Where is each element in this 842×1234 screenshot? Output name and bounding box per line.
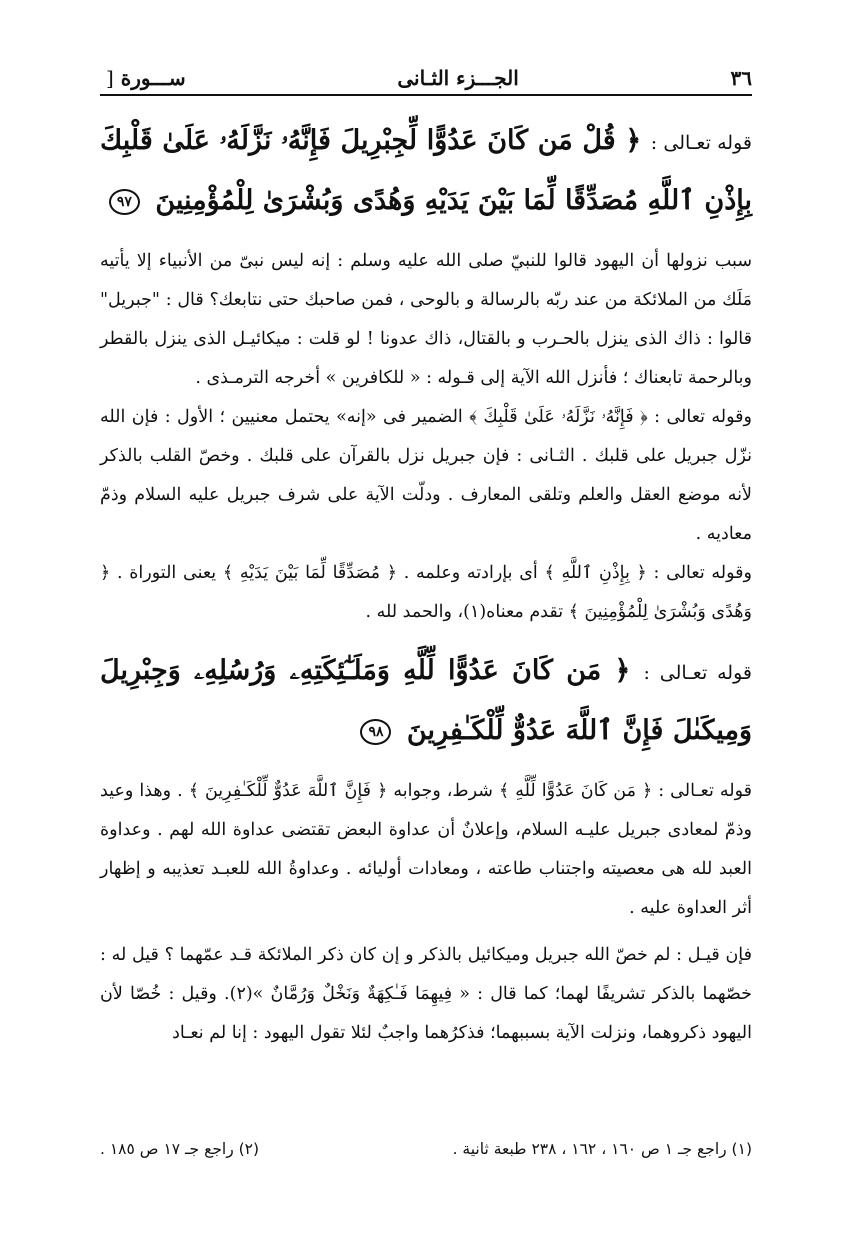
- page-body: [100, 112, 752, 1164]
- page-number: ٣٦: [730, 66, 752, 90]
- footnotes: [100, 1140, 752, 1158]
- quran-verse-97: [100, 112, 752, 230]
- commentary-paragraph: سبب نزولها أن اليهود قالوا للنبيّ صلى الله عليه وسلم : إنه ليس نبىّ من الأنبياء إلا يأتيه مَلَك من الملائكة من عند ربّه بالرسالة و بالوحى ، فمن صاحبك حتى نتابعك؟ قال : "جبريل" قالوا : ذاك الذى ينزل بالحـرب و بالقتال، ذاك عدونا ! لو قلت : ميكائيـل الذى ينزل بالقطر وبالرحمة تابعناك ؛ فأنزل الله الآية إلى قـوله : « للكافرين » أخرجه الترمـذى .: [100, 251, 752, 388]
- surah-label-text: ســـورة: [120, 66, 186, 90]
- verse-number-marker: ٩٨: [360, 719, 391, 745]
- header-divider: [100, 94, 752, 96]
- footnote-1: (١) راجع جـ ١ ص ١٦٠ ، ١٦٢ ، ٢٣٨ طبعة ثانية .: [452, 1140, 752, 1158]
- verse-number-marker: ٩٧: [109, 189, 140, 215]
- commentary-paragraph: وقوله تعالى : ﴿ بِإِذْنِ ٱللَّهِ ﴾ أى بإرادته وعلمه . ﴿ مُصَدِّقًا لِّمَا بَيْنَ يَدَيْهِ ﴾ يعنى التوراة . ﴿ وَهُدًى وَبُشْرَىٰ لِلْمُؤْمِنِينَ ﴾ تقدم معناه(١)، والحمد لله .: [100, 563, 752, 622]
- part-title: الجـــزء الثـانى: [397, 66, 519, 90]
- verse-intro: قوله تعـالى :: [643, 662, 752, 684]
- commentary-paragraph: فإن قيـل : لم خصّ الله جبريل وميكائيل بالذكر و إن كان ذكر الملائكة قـد عمّهما ؟ قيل له : خصّهما بالذكر تشريفًا لهما؛ كما قال : « فِيهِمَا فَـٰكِهَةٌ وَنَخْلٌ وَرُمَّانٌ »(٢). وقيل : خُصّا لأن اليهود ذكروهما، ونزلت الآية بسببهما؛ فذكرُهما واجبٌ لئلا تقول اليهود : إنا لم نعـاد: [100, 945, 752, 1043]
- verse-text: ﴿ قُلْ مَن كَانَ عَدُوًّا لِّجِبْرِيلَ فَإِنَّهُۥ نَزَّلَهُۥ عَلَىٰ قَلْبِكَ بِإِذْنِ ٱللَّهِ مُصَدِّقًا لِّمَا بَيْنَ يَدَيْهِ وَهُدًى وَبُشْرَىٰ لِلْمُؤْمِنِينَ: [100, 125, 752, 216]
- verse-intro: قوله تعـالى :: [650, 132, 752, 154]
- surah-label: [100, 66, 186, 90]
- page-header: [100, 42, 752, 90]
- header-bracket: [: [106, 66, 114, 90]
- commentary-paragraph: قوله تعـالى : ﴿ مَن كَانَ عَدُوًّا لِّلَّهِ ﴾ شرط، وجوابه ﴿ فَإِنَّ ٱللَّهَ عَدُوٌّ لِّلْكَـٰفِرِينَ ﴾ . وهذا وعيد وذمّ لمعادى جبريل عليـه السلام، وإعلانٌ أن عداوة البعض تقتضى عداوة الله لهم . وعداوة العبد لله هى معصيته واجتناب طاعته ، ومعادات أوليائه . وعداوةُ الله للعبـد تعذيبه و إظهار أثر العداوة عليه .: [100, 781, 752, 918]
- verse-text: ﴿ مَن كَانَ عَدُوًّا لِّلَّهِ وَمَلَـٰٓئِكَتِهِۦ وَرُسُلِهِۦ وَجِبْرِيلَ وَمِيكَىٰلَ فَإِنَّ ٱللَّهَ عَدُوٌّ لِّلْكَـٰفِرِينَ: [100, 655, 752, 746]
- commentary-paragraph: وقوله تعالى : ﴿ فَإِنَّهُۥ نَزَّلَهُۥ عَلَىٰ قَلْبِكَ ﴾ الضمير فى «إنه» يحتمل معنيين ؛ الأول : فإن الله نزّل جبريل على قلبك . الثـانى : فإن جبريل نزل بالقرآن على قلبك . وخصّ القلب بالذكر لأنه موضع العقل والعلم وتلقى المعارف . ودلّت الآية على شرف جبريل عليه السلام وذمّ معاديه .: [100, 407, 752, 544]
- quran-verse-98: [100, 642, 752, 760]
- footnote-2: (٢) راجع جـ ١٧ ص ١٨٥ .: [100, 1140, 260, 1158]
